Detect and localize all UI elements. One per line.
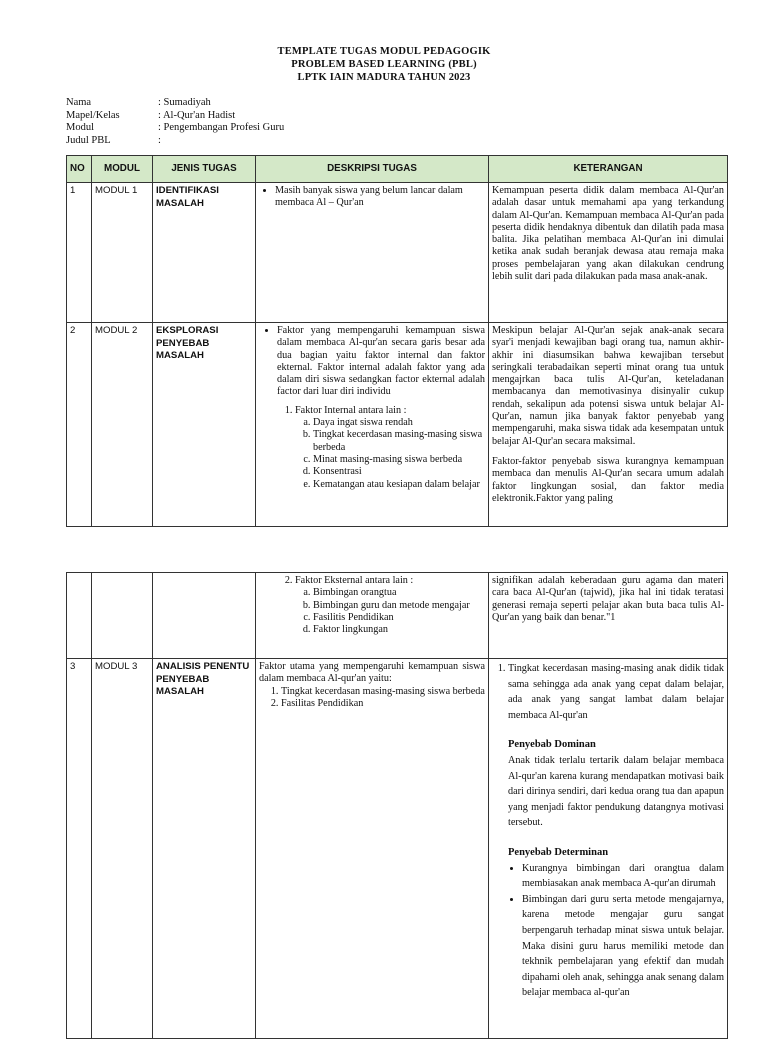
row-no: 2 <box>67 323 92 527</box>
list-item: a. Daya ingat siswa rendah <box>313 417 485 429</box>
penyebab-dominan-text: Anak tidak terlalu tertarik dalam belajar membaca Al-qur'an karena kurang mendapatkan motivasi baik dari dirinya sendiri, dari kedua orang tua dan apapun yang menjadi faktor pendukung datangnya motivasi tersebut. <box>508 754 724 829</box>
ident-value: : <box>158 134 161 146</box>
ident-label: Judul PBL <box>66 134 111 146</box>
row-keterangan <box>489 323 728 527</box>
title-line-1: TEMPLATE TUGAS MODUL PEDAGOGIK <box>277 46 491 57</box>
col-header-jenis: JENIS TUGAS <box>153 156 256 183</box>
ident-value: : Sumadiyah <box>158 97 211 108</box>
ident-label: Modul <box>66 122 95 133</box>
external-factor-list <box>259 575 485 636</box>
row-jenis: ANALISIS PENENTU PENYEBAB MASALAH <box>153 659 256 1039</box>
list-item: b. Bimbingan guru dan metode mengajar <box>313 600 485 612</box>
penyebab-determinan-heading: Penyebab Determinan <box>508 846 609 858</box>
row-no: 1 <box>67 183 92 323</box>
deskripsi-intro: Faktor utama yang mempengaruhi kemampuan siswa dalam membaca Al-qur'an yaitu: <box>259 661 485 685</box>
ident-label: Mapel/Kelas <box>66 109 120 121</box>
list-item: a. Bimbingan orangtua <box>313 587 485 599</box>
task-table-page-1 <box>66 155 728 527</box>
row-no: 3 <box>67 659 92 1039</box>
list-item: • Faktor yang mempengaruhi kemampuan siswa dalam membaca Al-qur'an secara garis besar ada dua bagian yaitu faktor internal dan faktor ekternal. Faktor internal adalah faktor yang ada dalam diri siswa sedangkan factor ekternal adalah factor dari luar diri individu <box>277 325 485 399</box>
list-item: c. Minat masing-masing siswa berbeda <box>313 454 485 466</box>
col-header-keterangan: KETERANGAN <box>489 156 728 183</box>
row-jenis: IDENTIFIKASI MASALAH <box>153 183 256 323</box>
row-keterangan <box>489 659 728 1039</box>
list-item: d. Konsentrasi <box>313 466 485 478</box>
task-table-page-2 <box>66 572 728 1039</box>
col-header-deskripsi: DESKRIPSI TUGAS <box>256 156 489 183</box>
table-header-row <box>67 156 728 183</box>
document-title <box>0 45 768 84</box>
keterangan-paragraph: Meskipun belajar Al-Qur'an sejak anak-anak secara syar'i menjadi kewajiban bagi orang tua, namun akhir-akhir ini diasumsikan bahwa kewajiban tersebut seringkali terabadaikan seperti minat orang tua untuk mengajrkan baca tulis Al-Qur'an, keteladanan membacanya dan memotivasinya disinyalir cukup rendah, sekalipun ada potensi siswa untuk belajar Al-Qur'an, namun jika banyak faktor penyebab yang mempengaruhi, maka siswa tidak ada kesempatan untuk belajar Al-Qur'an secara maksimal. <box>492 325 724 447</box>
table-row <box>67 659 728 1039</box>
list-item: b. Tingkat kecerdasan masing-masing siswa berbeda <box>313 429 485 454</box>
list-item: 1. Faktor Internal antara lain : a. Daya ingat siswa rendah b. Tingkat kecerdasan masing-masing siswa berbeda c. Minat masing-masing siswa berbeda d. Konsentrasi e. Kematangan atau kesiapan dalam belajar <box>295 405 485 491</box>
row-jenis: EKSPLORASI PENYEBAB MASALAH <box>153 323 256 527</box>
internal-factor-list <box>259 405 485 491</box>
identity-block <box>66 97 284 147</box>
list-item: • Masih banyak siswa yang belum lancar dalam membaca Al – Qur'an <box>275 185 485 210</box>
list-item: 1. Tingkat kecerdasan masing-masing siswa berbeda <box>281 686 485 698</box>
row-modul: MODUL 3 <box>92 659 153 1039</box>
table-row <box>67 323 728 527</box>
list-item: 2. Fasilitas Pendidikan <box>281 698 485 710</box>
list-item: 1. Tingkat kecerdasan masing-masing anak didik tidak sama sehingga ada anak yang cepat dalam belajar, ada anak yang sangat lambat dalam belajar membaca Al-qur'an <box>508 661 724 723</box>
ident-value: : Al-Qur'an Hadist <box>158 109 236 121</box>
list-item: • Bimbingan dari guru serta metode mengajarnya, karena metode mengajar guru sangat berpengaruh terhadap minat siswa untuk belajar. Maka disini guru harus memiliki metode dan tekhnik pembelajaran yang efektif dan mudah dipahami oleh anak, sehingga anak senang dalam belajar membaca al-qur'an <box>522 892 724 1001</box>
table-row <box>67 573 728 659</box>
row-deskripsi <box>256 659 489 1039</box>
row-deskripsi <box>256 183 489 323</box>
penyebab-dominan-heading: Penyebab Dominan <box>508 739 596 751</box>
ident-value: : Pengembangan Profesi Guru <box>158 122 285 133</box>
list-item: 2. Faktor Eksternal antara lain : a. Bimbingan orangtua b. Bimbingan guru dan metode mengajar c. Fasilitis Pendidikan d. Faktor lingkungan <box>295 575 485 636</box>
list-item: d. Faktor lingkungan <box>313 624 485 636</box>
title-line-2: PROBLEM BASED LEARNING (PBL) <box>291 59 477 70</box>
keterangan-paragraph: Faktor-faktor penyebab siswa kurangnya kemampuan membaca dan menulis Al-Qur'an secara umum adalah faktor lingkungan sosial, dan faktor media elektronik.Faktor yang paling <box>492 455 724 504</box>
row-keterangan: signifikan adalah keberadaan guru agama dan materi cara baca Al-Qur'an (tajwid), jika hal ini tidak teratasi generasi remaja seperti pelajar akan buta baca tulis Al-Qur'an yang baik dan benar."1 <box>489 573 728 659</box>
table-row <box>67 183 728 323</box>
list-item: • Kurangnya bimbingan dari orangtua dalam membiasakan anak membaca A-qur'an dirumah <box>522 861 724 892</box>
list-item: e. Kematangan atau kesiapan dalam belajar <box>313 479 485 491</box>
col-header-no: NO <box>67 156 92 183</box>
row-deskripsi <box>256 323 489 527</box>
row-modul: MODUL 1 <box>92 183 153 323</box>
row-modul: MODUL 2 <box>92 323 153 527</box>
col-header-modul: MODUL <box>92 156 153 183</box>
row-deskripsi <box>256 573 489 659</box>
list-item: c. Fasilitis Pendidikan <box>313 612 485 624</box>
title-line-3: LPTK IAIN MADURA TAHUN 2023 <box>297 72 471 83</box>
ident-label: Nama <box>66 97 92 108</box>
row-keterangan: Kemampuan peserta didik dalam membaca Al-Qur'an adalah dasar untuk memahami apa yang terkandung dalam Al-Qur'an. Kemampuan membaca Al-Qur'an pada peserta didik hendaknya dibentuk dan dilatih pada masa balita. Jika pelatihan membaca Al-Qur'an ini dimulai ketika anak sudah beranjak dewasa atau remaja maka proses pembelajaran yang akan dilakukan cendrung lebih sulit dari pada dilakukan pada masa anak-anak. <box>489 183 728 323</box>
